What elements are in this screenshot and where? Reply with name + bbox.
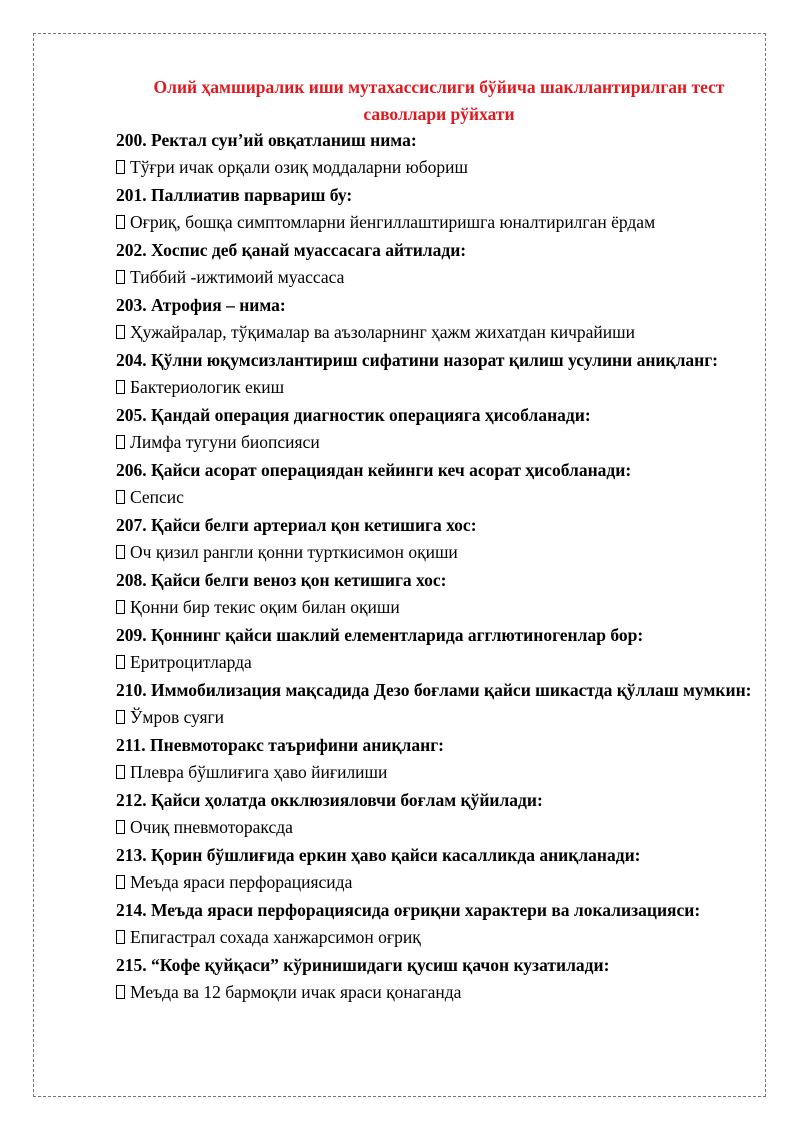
missing-glyph-icon — [116, 930, 125, 944]
question-text: 212. Қайси ҳолатда окклюзияловчи боғлам қўйилади: — [116, 790, 543, 810]
answer-item — [116, 154, 756, 182]
missing-glyph-icon — [116, 380, 125, 394]
answer-text: Қонни бир текис оқим билан оқиши — [130, 597, 400, 617]
missing-glyph-icon — [116, 325, 125, 339]
answer-text: Тўғри ичак орқали озиқ моддаларни юбориш — [130, 157, 468, 177]
answer-item — [116, 429, 756, 457]
answer-item — [116, 209, 756, 237]
document-title: Олий ҳамширалик иши мутахассислиги бўйича шакллантирилган тест саволлари рўйхати — [153, 77, 725, 124]
answer-text: Меъда яраси перфорациясида — [130, 872, 353, 892]
answer-item — [116, 924, 756, 952]
answer-item — [116, 374, 756, 402]
missing-glyph-icon — [116, 490, 125, 504]
answer-item — [116, 264, 756, 292]
question-text: 200. Ректал сун’ий овқатланиш нима: — [116, 130, 417, 150]
missing-glyph-icon — [116, 710, 125, 724]
question-text: 214. Меъда яраси перфорациясида оғриқни характери ва локализацияси: — [116, 900, 701, 920]
missing-glyph-icon — [116, 875, 125, 889]
question-text: 213. Қорин бўшлиғида еркин ҳаво қайси касалликда аниқланади: — [116, 845, 641, 865]
missing-glyph-icon — [116, 545, 125, 559]
answer-text: Оч қизил рангли қонни турткисимон оқиши — [130, 542, 458, 562]
answer-text: Тиббий -ижтимоий муассаса — [130, 267, 345, 287]
question-text: 201. Паллиатив парвариш бу: — [116, 185, 353, 205]
answer-item — [116, 979, 756, 1007]
answer-item — [116, 484, 756, 512]
answer-item — [116, 704, 756, 732]
answer-item — [116, 539, 756, 567]
question-text: 208. Қайси белги веноз қон кетишига хос: — [116, 570, 447, 590]
answer-text: Епигастрал сохада ханжарсимон оғриқ — [130, 927, 421, 947]
question-list — [116, 127, 756, 1007]
question-text: 205. Қандай операция диагностик операцияга ҳисобланади: — [116, 405, 591, 425]
missing-glyph-icon — [116, 600, 125, 614]
answer-item — [116, 594, 756, 622]
answer-text: Лимфа тугуни биопсияси — [130, 432, 320, 452]
answer-item — [116, 814, 756, 842]
missing-glyph-icon — [116, 765, 125, 779]
document-body — [116, 74, 756, 1007]
question-text: 203. Атрофия – нима: — [116, 295, 286, 315]
question-text: 206. Қайси асорат операциядан кейинги кеч асорат ҳисобланади: — [116, 460, 632, 480]
answer-text: Оғриқ, бошқа симптомларни йенгиллаштиришга юналтирилган ёрдам — [130, 212, 656, 232]
question-text: 215. “Кофе қуйқаси” кўринишидаги қусиш қачон кузатилади: — [116, 955, 610, 975]
missing-glyph-icon — [116, 985, 125, 999]
missing-glyph-icon — [116, 215, 125, 229]
answer-item — [116, 759, 756, 787]
answer-text: Бактериологик екиш — [130, 377, 285, 397]
answer-text: Очиқ пневмотораксда — [130, 817, 293, 837]
missing-glyph-icon — [116, 160, 125, 174]
missing-glyph-icon — [116, 820, 125, 834]
question-text: 209. Қоннинг қайси шаклий елементларида агглютиногенлар бор: — [116, 625, 644, 645]
answer-text: Ўмров суяги — [130, 707, 225, 727]
question-text: 204. Қўлни юқумсизлантириш сифатини назорат қилиш усулини аниқланг: — [116, 350, 719, 370]
answer-item — [116, 649, 756, 677]
answer-text: Еритроцитларда — [130, 652, 252, 672]
answer-text: Ҳужайралар, тўқималар ва аъзоларнинг ҳажм жихатдан кичрайиши — [130, 322, 635, 342]
answer-text: Сепсис — [130, 487, 184, 507]
answer-text: Плевра бўшлиғига ҳаво йиғилиши — [130, 762, 388, 782]
question-text: 202. Хоспис деб қанай муассасага айтилади: — [116, 240, 467, 260]
question-text: 207. Қайси белги артериал қон кетишига хос: — [116, 515, 477, 535]
question-text: 210. Иммобилизация мақсадида Дезо боғлами қайси шикастда қўллаш мумкин: — [116, 680, 752, 700]
question-text: 211. Пневмоторакс таърифини аниқланг: — [116, 735, 444, 755]
answer-item — [116, 319, 756, 347]
answer-item — [116, 869, 756, 897]
missing-glyph-icon — [116, 270, 125, 284]
answer-text: Меъда ва 12 бармоқли ичак яраси қонаганда — [130, 982, 462, 1002]
missing-glyph-icon — [116, 435, 125, 449]
missing-glyph-icon — [116, 655, 125, 669]
